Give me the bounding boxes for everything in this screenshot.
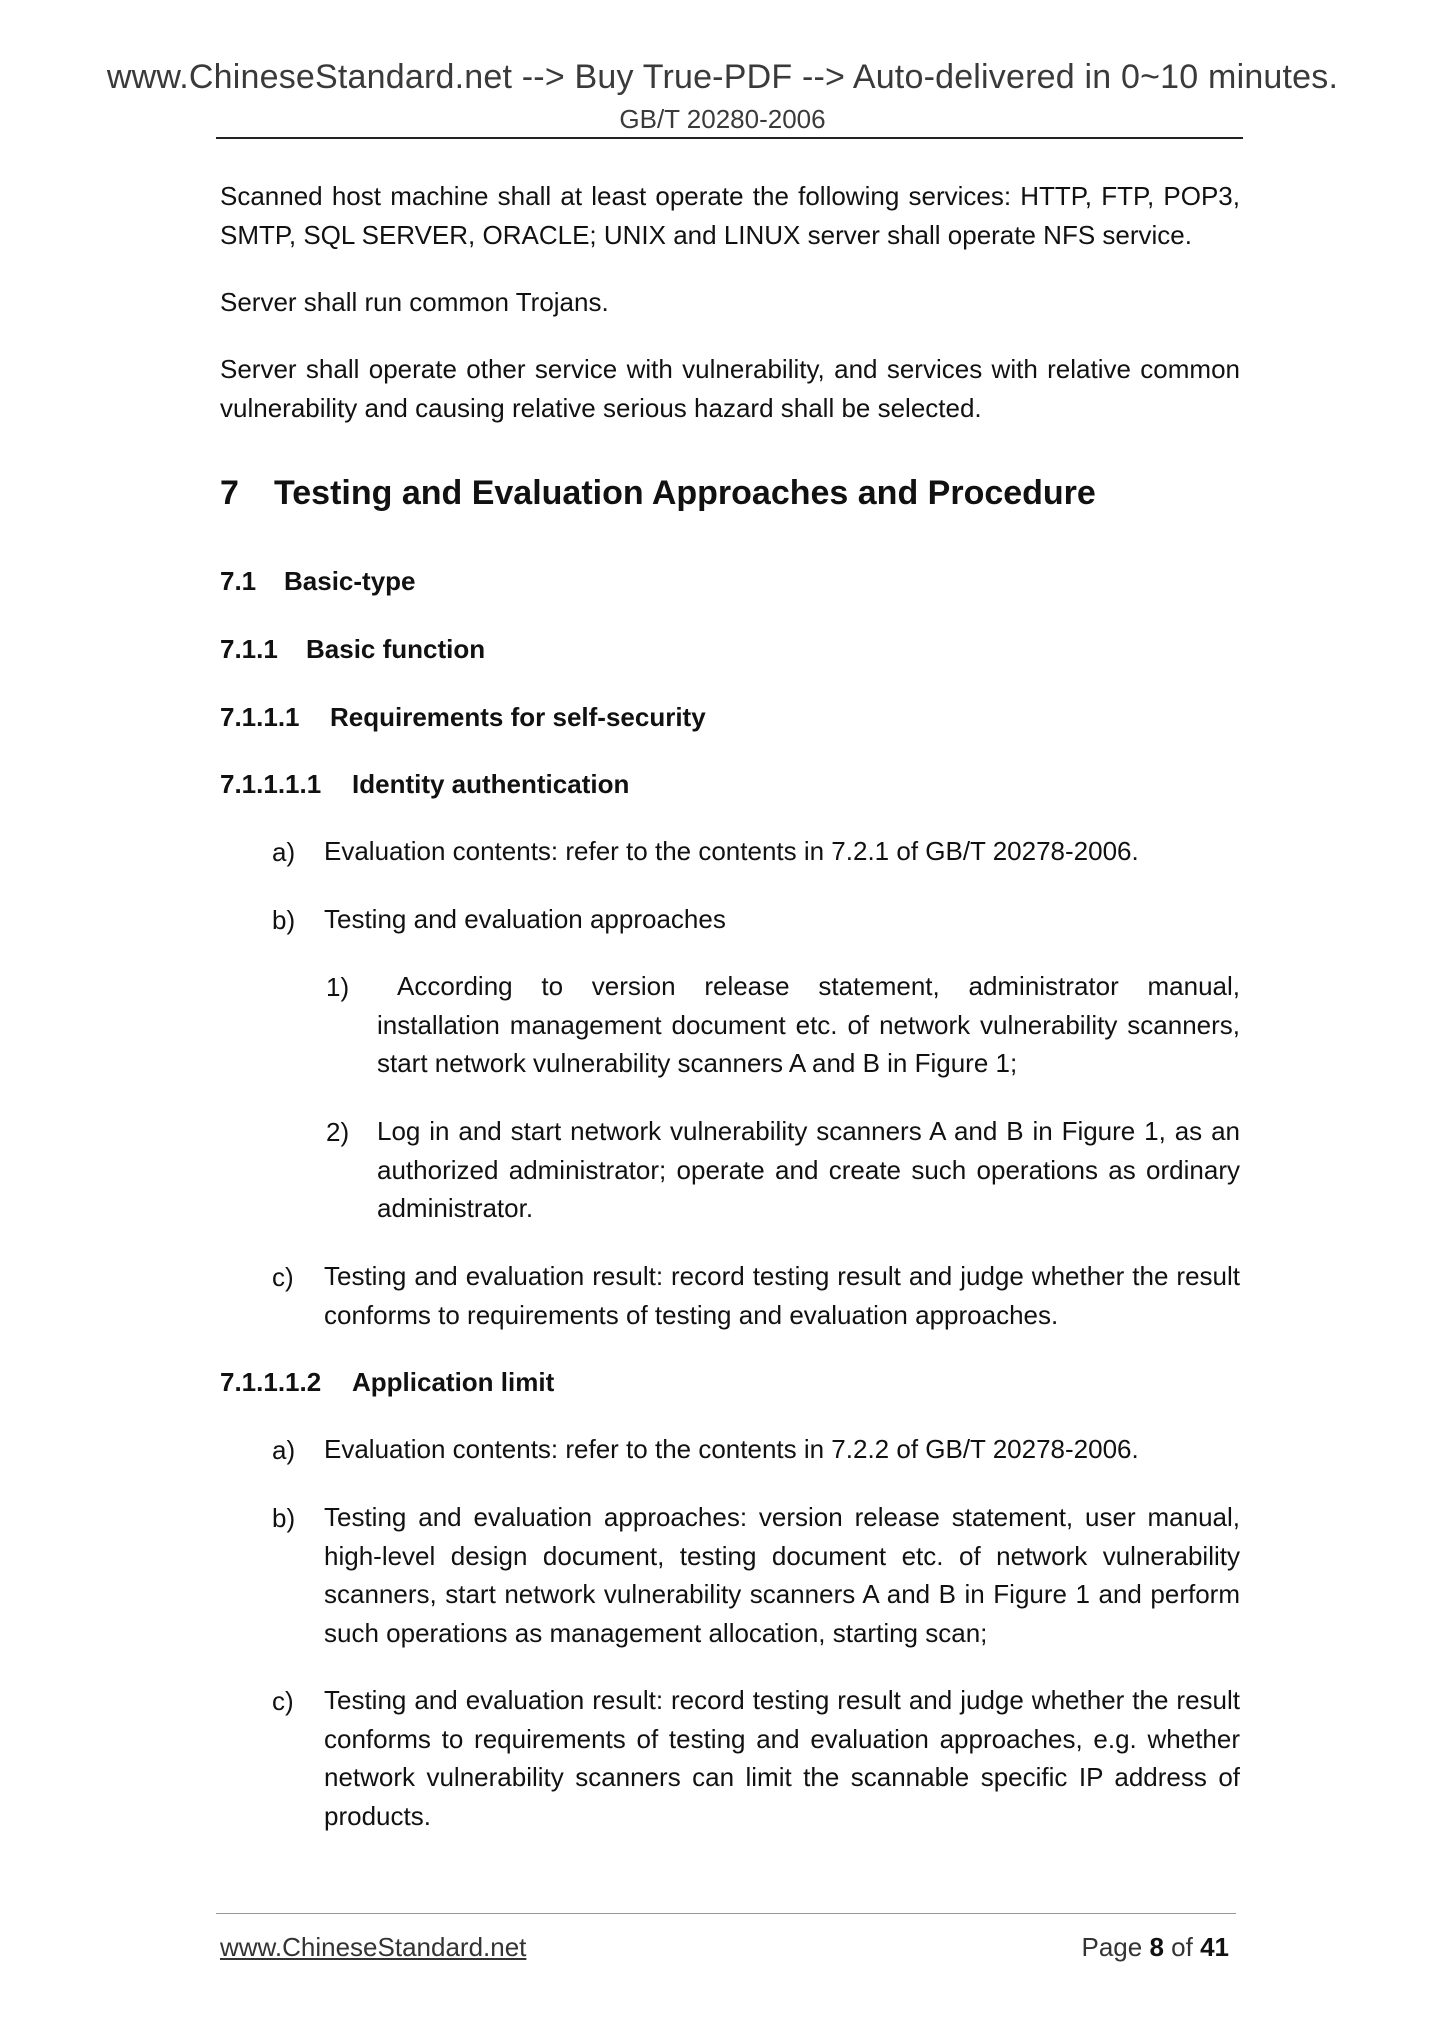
- section-title: Identity authentication: [352, 769, 630, 799]
- list-label-a: a): [272, 1435, 296, 1465]
- header-divider: [216, 137, 1243, 139]
- section-7-1-1-1-1-heading: [220, 769, 629, 800]
- section-title: Requirements for self-security: [330, 702, 706, 732]
- page-of: of: [1171, 1932, 1193, 1962]
- section-title: Application limit: [352, 1367, 555, 1397]
- list-label-b1: 1): [326, 972, 350, 1002]
- page-indicator: [1081, 1932, 1229, 1963]
- list-item-b-text: Testing and evaluation approaches: version release statement, user manual, high-level design document, testing document etc. of network vulnerability scanners, start network vulnerability scanners A and B in Figure 1 and perform such operations as management allocation, starting scan;: [324, 1502, 1240, 1648]
- section-title: Basic-type: [284, 566, 416, 596]
- page-current: 8: [1149, 1932, 1164, 1962]
- section-7-1-heading: [220, 566, 416, 597]
- section-7-1-1-1-2-heading: [220, 1367, 554, 1398]
- list-item-c-text: Testing and evaluation result: record testing result and judge whether the result conforms to requirements of testing and evaluation approaches, e.g. whether network vulnerability scanners can limit the scannable specific IP address of products.: [324, 1685, 1240, 1831]
- paragraph-other-service: Server shall operate other service with vulnerability, and services with relative common vulnerability and causing relative serious hazard shall be selected.: [220, 354, 1240, 423]
- footer-divider: [216, 1913, 1236, 1914]
- section-number: 7.1.1: [220, 634, 278, 664]
- list-label-b: b): [272, 905, 296, 935]
- footer-site-link[interactable]: www.ChineseStandard.net: [220, 1932, 527, 1962]
- section-number: 7.1.1.1.2: [220, 1367, 322, 1397]
- header-banner: www.ChineseStandard.net --> Buy True-PDF --> Auto-delivered in 0~10 minutes.: [106, 58, 1339, 96]
- section-7-1-1-heading: [220, 634, 485, 665]
- section-number: 7.1: [220, 566, 257, 596]
- list-label-c: c): [272, 1262, 294, 1292]
- list-label-b2: 2): [326, 1117, 350, 1147]
- section-number: 7: [220, 474, 239, 512]
- list-item-a-text: Evaluation contents: refer to the contents in 7.2.1 of GB/T 20278-2006.: [324, 836, 1139, 866]
- section-7-1-1-1-heading: [220, 702, 706, 733]
- section-number: 7.1.1.1.1: [220, 769, 322, 799]
- list-item-c-text: Testing and evaluation result: record testing result and judge whether the result conforms to requirements of testing and evaluation approaches.: [324, 1261, 1240, 1330]
- section-title: Testing and Evaluation Approaches and Procedure: [274, 474, 1096, 512]
- paragraph-scanned-host: Scanned host machine shall at least operate the following services: HTTP, FTP, POP3, SMTP, SQL SERVER, ORACLE; UNIX and LINUX server shall operate NFS service.: [220, 181, 1240, 250]
- list-item-a-text: Evaluation contents: refer to the contents in 7.2.2 of GB/T 20278-2006.: [324, 1434, 1139, 1464]
- section-number: 7.1.1.1: [220, 702, 300, 732]
- list-label-c: c): [272, 1686, 294, 1716]
- page-total: 41: [1200, 1932, 1229, 1962]
- standard-code: GB/T 20280-2006: [619, 104, 826, 134]
- list-item-b-text: Testing and evaluation approaches: [324, 904, 726, 934]
- section-title: Basic function: [306, 634, 486, 664]
- list-label-b: b): [272, 1503, 296, 1533]
- list-item-b2-text: Log in and start network vulnerability scanners A and B in Figure 1, as an authorized administrator; operate and create such operations as ordinary administrator.: [377, 1116, 1240, 1223]
- paragraph-trojans: Server shall run common Trojans.: [220, 287, 609, 317]
- list-item-b1-text: According to version release statement, administrator manual, installation management document etc. of network vulnerability scanners, start network vulnerability scanners A and B in Figure 1;: [377, 971, 1240, 1078]
- list-label-a: a): [272, 837, 296, 867]
- section-7-heading: [220, 474, 1096, 513]
- page-prefix: Page: [1081, 1932, 1143, 1962]
